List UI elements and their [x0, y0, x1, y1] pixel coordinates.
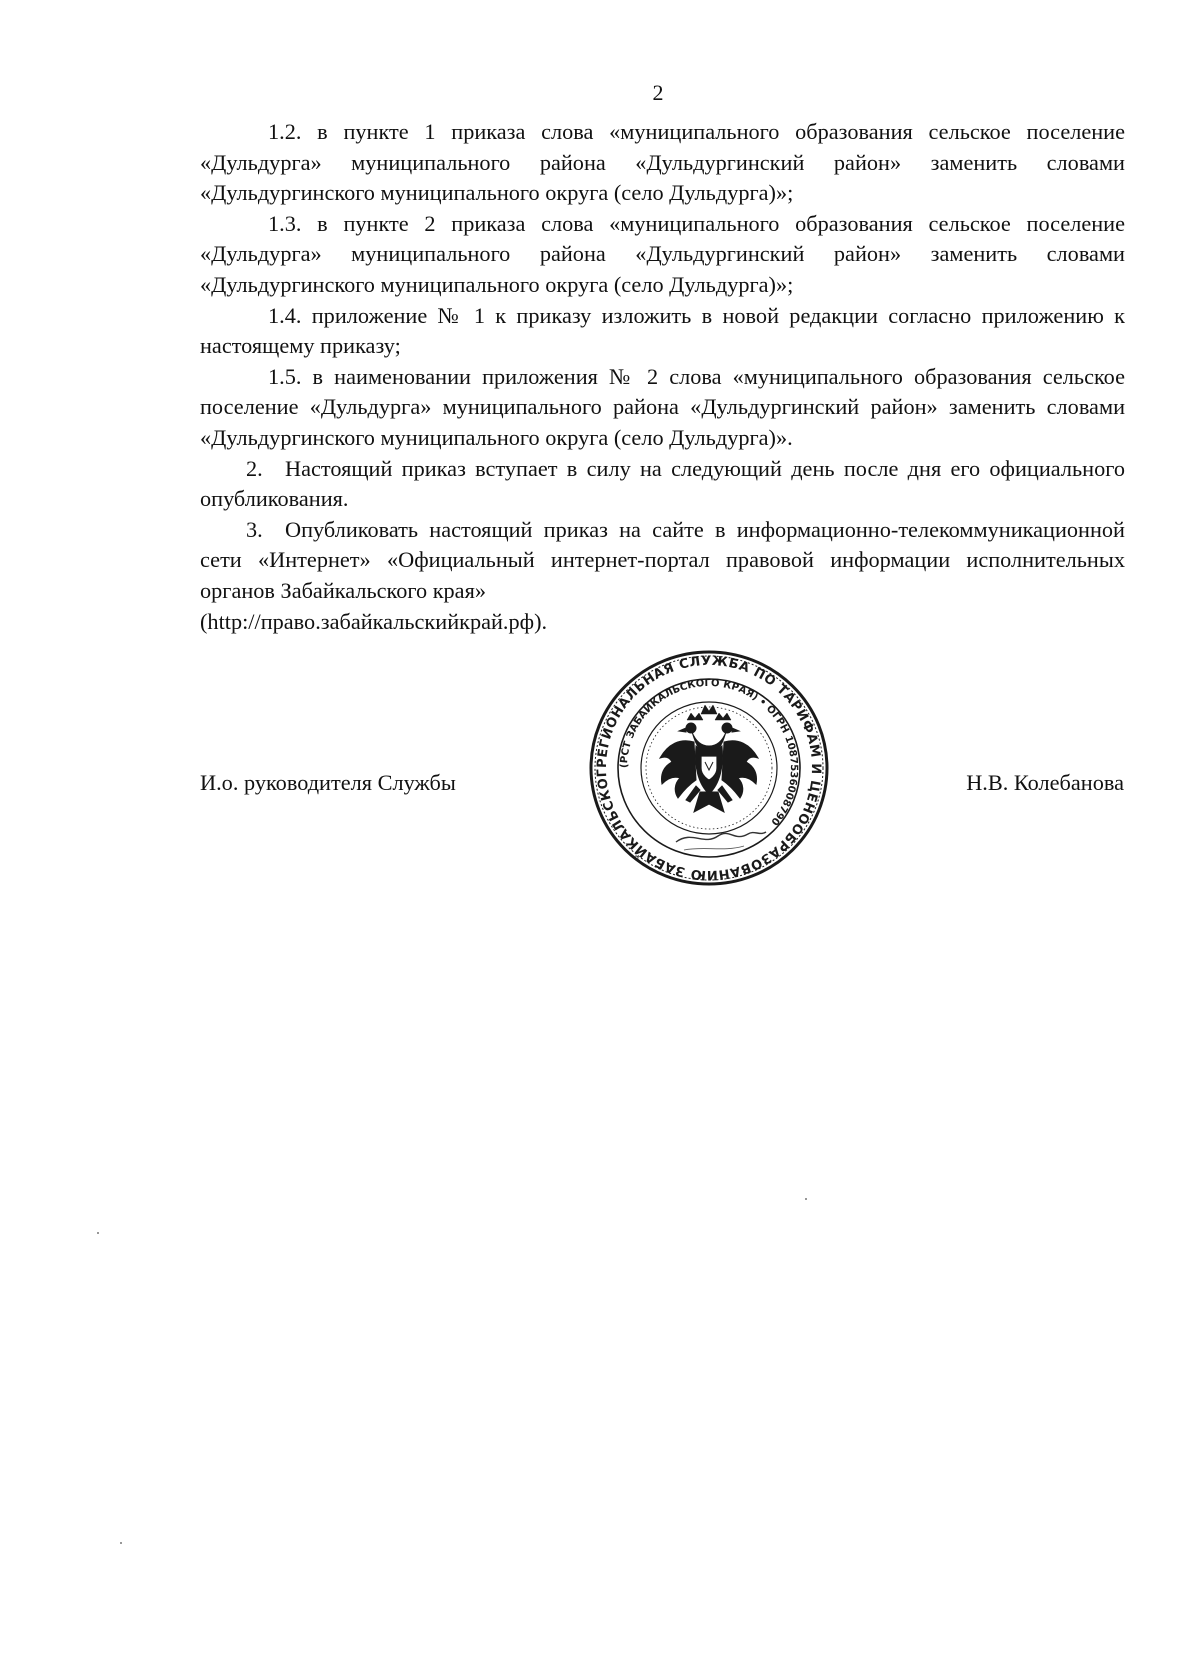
paragraph-1-4: 1.4. приложение № 1 к приказу изложить в новой редакции согласно приложению к настоящему приказу; [200, 302, 1125, 359]
paragraph-2: 2. Настоящий приказ вступает в силу на следующий день после дня его официального опубликования. [200, 455, 1125, 512]
seal-inner-text: (РСТ ЗАБАЙКАЛЬСКОГО КРАЯ) • ОГРН 1087536008790 [618, 677, 800, 828]
paragraph-1-5: 1.5. в наименовании приложения № 2 слова «муниципального образования сельское поселение «Дульдурга» муниципального района «Дульдургинский район» заменить словами «Дульдургинского муниципального округа (село Дульдурга)». [200, 363, 1125, 450]
paragraph-1-3: 1.3. в пункте 2 приказа слова «муниципального образования сельское поселение «Дульдурга» муниципального района «Дульдургинский район» заменить словами «Дульдургинского муниципального округа (село Дульдурга)»; [200, 210, 1125, 297]
scan-speck [120, 1542, 122, 1544]
paragraph-3: 3. Опубликовать настоящий приказ на сайте в информационно-телекоммуникационной сети «Интернет» «Официальный интернет-портал правовой информации исполнительных органов Забайкальского края» [200, 516, 1125, 603]
signatory-name: Н.В. Колебанова [966, 770, 1124, 795]
official-seal [584, 646, 834, 890]
paragraph-3-url: (http://право.забайкальскийкрай.рф). [200, 608, 548, 634]
scan-speck [97, 1232, 99, 1234]
seal-outer-text: РЕГИОНАЛЬНАЯ СЛУЖБА ПО ТАРИФАМ И ЦЕНООБРАЗОВАНИЮ ЗАБАЙКАЛЬСКОГ [594, 653, 824, 883]
document-body [200, 117, 1125, 637]
page-number: 2 [652, 80, 664, 105]
scan-speck [805, 1198, 807, 1200]
signatory-title: И.о. руководителя Службы [200, 770, 456, 795]
seal-stamp-icon [584, 646, 834, 890]
paragraph-1-2: 1.2. в пункте 1 приказа слова «муниципального образования сельское поселение «Дульдурга» муниципального района «Дульдургинский район» заменить словами «Дульдургинского муниципального округа (село Дульдурга)»; [200, 119, 1125, 206]
